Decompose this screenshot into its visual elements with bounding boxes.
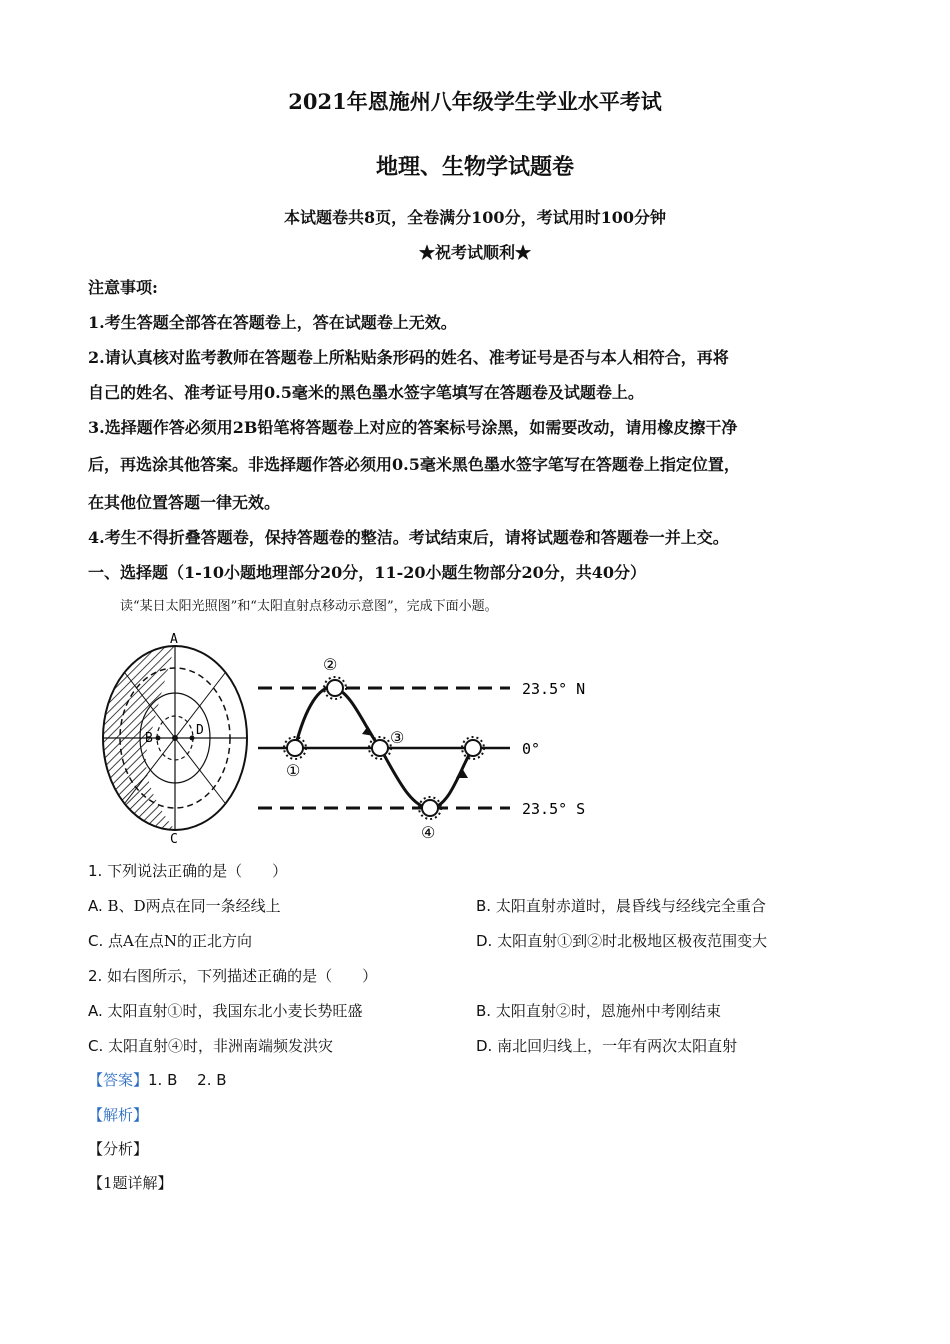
section-heading: 一、选择题（1-10小题地理部分20分，11-20小题生物部分20分，共40分） — [88, 563, 647, 582]
sun-icon — [284, 737, 306, 759]
sun-icon — [369, 737, 391, 759]
note-line: 4.考生不得折叠答题卷，保持答题卷的整洁。考试结束后，请将试题卷和答题卷一并上交。 — [88, 528, 729, 547]
label-c: C — [170, 832, 178, 847]
analysis-tag: 【解析】 — [88, 1106, 149, 1124]
exam-title: 2021年恩施州八年级学生学业水平考试 — [288, 89, 662, 114]
note-line: 1.考生答题全部答在答题卷上，答在试题卷上无效。 — [88, 313, 457, 332]
point-2-label: ② — [323, 655, 338, 674]
sun-icon — [462, 737, 484, 759]
lat-south-label: 23.5° S — [522, 800, 586, 818]
q2-option-c[interactable]: C. 太阳直射④时，非洲南端频发洪灾 — [88, 1037, 334, 1055]
fenxi-tag: 【分析】 — [88, 1140, 149, 1158]
point-3-label: ③ — [390, 728, 405, 747]
sun-icon — [419, 797, 441, 819]
note-line: 后，再选涂其他答案。非选择题作答必须用0.5毫米黑色墨水签字笔写在答题卷上指定位置， — [88, 455, 740, 474]
q1-option-b[interactable]: B. 太阳直射赤道时，晨昏线与经线完全重合 — [476, 897, 766, 915]
lat-equator-label: 0° — [522, 740, 541, 758]
label-a: A — [170, 632, 178, 647]
exam-wish: ★祝考试顺利★ — [418, 243, 531, 262]
q1-option-a[interactable]: A. B、D两点在同一条经线上 — [88, 897, 281, 915]
globe-diagram — [103, 632, 247, 847]
note-line: 3.选择题作答必须用2B铅笔将答题卷上对应的答案标号涂黑，如需要改动，请用橡皮擦干净 — [88, 418, 738, 437]
q1-option-c[interactable]: C. 点A在点N的正北方向 — [88, 932, 252, 950]
exam-subtitle: 地理、生物学试题卷 — [375, 154, 574, 180]
point-1-label: ① — [286, 761, 301, 780]
label-d: D — [196, 723, 204, 738]
sunlight-figure — [90, 628, 610, 848]
point-4-label: ④ — [421, 823, 436, 842]
q2-option-b[interactable]: B. 太阳直射②时，恩施州中考刚结束 — [476, 1002, 721, 1020]
q2-option-d[interactable]: D. 南北回归线上，一年有两次太阳直射 — [476, 1037, 738, 1055]
question-2-stem: 2. 如右图所示，下列描述正确的是（ ） — [88, 967, 378, 985]
q2-option-a[interactable]: A. 太阳直射①时，我国东北小麦长势旺盛 — [88, 1002, 363, 1020]
question-intro: 读“某日太阳光照图”和“太阳直射点移动示意图”，完成下面小题。 — [120, 599, 498, 614]
q1-option-d[interactable]: D. 太阳直射①到②时北极地区极夜范围变大 — [476, 932, 768, 950]
exam-info: 本试题卷共8页，全卷满分100分，考试用时100分钟 — [284, 208, 666, 227]
notes-heading: 注意事项: — [88, 278, 158, 297]
note-line: 自己的姓名、准考证号用0.5毫米的黑色墨水签字笔填写在答题卷及试题卷上。 — [88, 383, 644, 402]
note-line: 在其他位置答题一律无效。 — [88, 493, 281, 512]
detail-tag: 【1题详解】 — [88, 1174, 173, 1192]
lat-north-label: 23.5° N — [522, 680, 586, 698]
label-b: B — [145, 731, 153, 746]
answer-line: 【答案】1. B 2. B — [88, 1071, 227, 1089]
question-1-stem: 1. 下列说法正确的是（ ） — [88, 862, 288, 880]
sun-path-diagram — [258, 655, 585, 842]
sun-icon — [324, 677, 346, 699]
note-line: 2.请认真核对监考教师在答题卷上所粘贴条形码的姓名、准考证号是否与本人相符合，再将 — [88, 348, 729, 367]
